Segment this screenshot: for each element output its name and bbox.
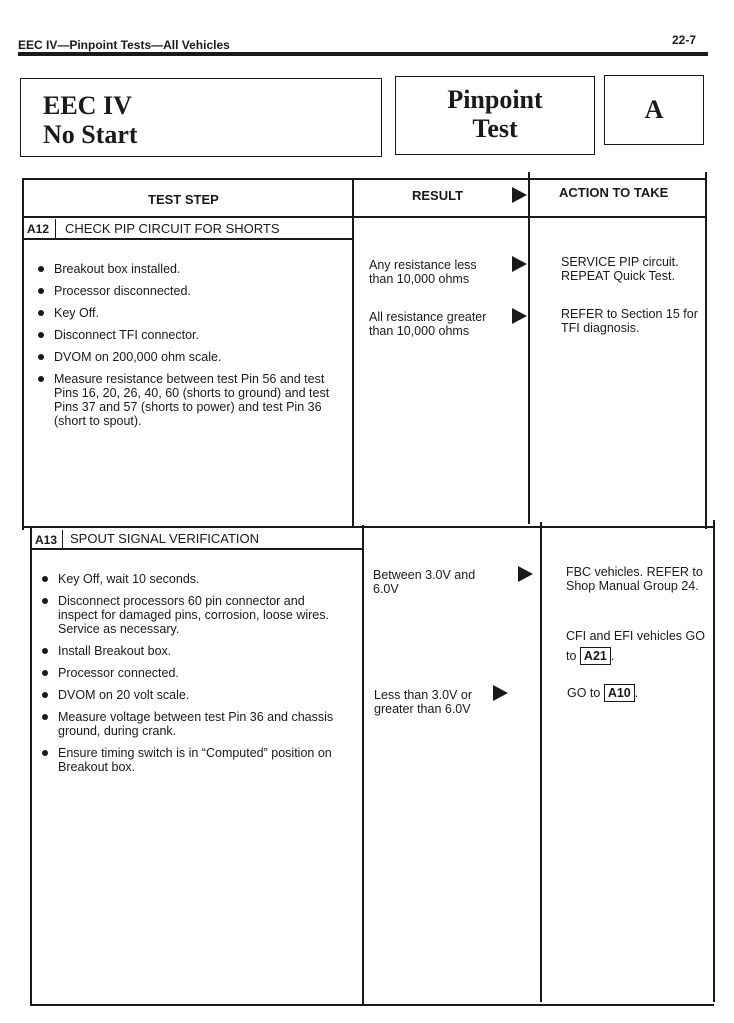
bullet-icon xyxy=(42,714,48,720)
list-item: Measure voltage between test Pin 36 and chassis ground, during crank. xyxy=(40,710,345,738)
table-right-border-lower xyxy=(713,520,715,1002)
a12-bullet-list xyxy=(36,262,341,436)
list-item: Disconnect TFI connector. xyxy=(36,328,341,342)
column-header-test-step: TEST STEP xyxy=(148,192,219,207)
a13-result-2: Less than 3.0V or greater than 6.0V xyxy=(374,688,472,716)
step-id-a12: A12 xyxy=(23,219,56,239)
list-item: DVOM on 200,000 ohm scale. xyxy=(36,350,341,364)
a13-action-1b: CFI and EFI vehicles GO to A21 . xyxy=(566,629,705,663)
bullet-icon xyxy=(38,332,44,338)
list-item: Measure resistance between test Pin 56 and test Pins 16, 20, 26, 40, 60 (shorts to ground) and test Pins 37 and 57 (shorts to power) and test Pin 36 (short to spout). xyxy=(36,372,341,428)
list-item: Key Off, wait 10 seconds. xyxy=(40,572,345,586)
bullet-icon xyxy=(42,670,48,676)
bullet-icon xyxy=(42,598,48,604)
page-number: 22-7 xyxy=(672,33,697,47)
a12-result-2: All resistance greater than 10,000 ohms xyxy=(369,310,487,338)
bullet-icon xyxy=(42,750,48,756)
divider-step-result-lower xyxy=(362,525,364,1005)
result-arrow-icon xyxy=(512,256,527,272)
a12-action-1: SERVICE PIP circuit. REPEAT Quick Test. xyxy=(561,255,679,283)
table-right-border-upper xyxy=(705,172,707,529)
list-item: Key Off. xyxy=(36,306,341,320)
pinpoint-line-1: Pinpoint xyxy=(447,85,543,114)
list-item: Breakout box installed. xyxy=(36,262,341,276)
section-title: EEC IV—Pinpoint Tests—All Vehicles xyxy=(18,38,230,52)
divider-result-action-upper xyxy=(528,172,530,524)
bullet-icon xyxy=(38,266,44,272)
column-header-action: ACTION TO TAKE xyxy=(559,185,669,200)
a13-action-1b-text: CFI and EFI vehicles GO to xyxy=(566,629,705,663)
a12-result-1: Any resistance less than 10,000 ohms xyxy=(369,258,477,286)
bullet-icon xyxy=(42,576,48,582)
bullet-icon xyxy=(42,692,48,698)
title-box xyxy=(20,78,382,157)
pinpoint-box xyxy=(395,76,595,155)
column-header-result: RESULT xyxy=(412,188,464,203)
a13-section-rule xyxy=(22,526,714,528)
result-arrow-icon xyxy=(518,566,533,582)
result-arrow-icon xyxy=(493,685,508,701)
header-row-rule xyxy=(22,216,706,218)
bullet-icon xyxy=(38,310,44,316)
bullet-icon xyxy=(38,354,44,360)
pinpoint-line-2: Test xyxy=(472,114,518,143)
a13-bullet-list xyxy=(40,572,345,782)
title-line-2: No Start xyxy=(43,120,138,149)
table-top-border xyxy=(22,178,706,180)
test-letter-box xyxy=(604,75,704,145)
divider-step-result-upper xyxy=(352,178,354,528)
list-item: Ensure timing switch is in “Computed” position on Breakout box. xyxy=(40,746,345,774)
a13-result-1: Between 3.0V and 6.0V xyxy=(373,568,476,596)
table-left-border-lower xyxy=(30,526,32,1006)
title-line-1: EEC IV xyxy=(43,91,132,120)
divider-result-action-lower xyxy=(540,522,542,1002)
list-item: Processor connected. xyxy=(40,666,345,680)
a12-action-2: REFER to Section 15 for TFI diagnosis. xyxy=(561,307,698,335)
a13-action-1: FBC vehicles. REFER to Shop Manual Group 24. xyxy=(566,565,703,593)
step-id-a13: A13 xyxy=(31,530,63,550)
header-rule xyxy=(18,52,708,56)
result-arrow-icon xyxy=(512,187,527,203)
list-item: DVOM on 20 volt scale. xyxy=(40,688,345,702)
a13-action-2: GO to A10 . xyxy=(567,686,639,700)
table-bottom-border xyxy=(30,1004,714,1006)
bullet-icon xyxy=(38,376,44,382)
goto-step-a21-link[interactable]: A21 xyxy=(580,647,611,665)
list-item: Disconnect processors 60 pin connector and inspect for damaged pins, corrosion, loose wires. Service as necessary. xyxy=(40,594,345,636)
list-item: Install Breakout box. xyxy=(40,644,345,658)
result-arrow-icon xyxy=(512,308,527,324)
test-letter: A xyxy=(644,95,664,124)
bullet-icon xyxy=(42,648,48,654)
list-item: Processor disconnected. xyxy=(36,284,341,298)
step-title-a13: SPOUT SIGNAL VERIFICATION xyxy=(70,531,260,546)
goto-step-a10-link[interactable]: A10 xyxy=(604,684,635,702)
bullet-icon xyxy=(38,288,44,294)
step-title-a12: CHECK PIP CIRCUIT FOR SHORTS xyxy=(65,221,280,236)
